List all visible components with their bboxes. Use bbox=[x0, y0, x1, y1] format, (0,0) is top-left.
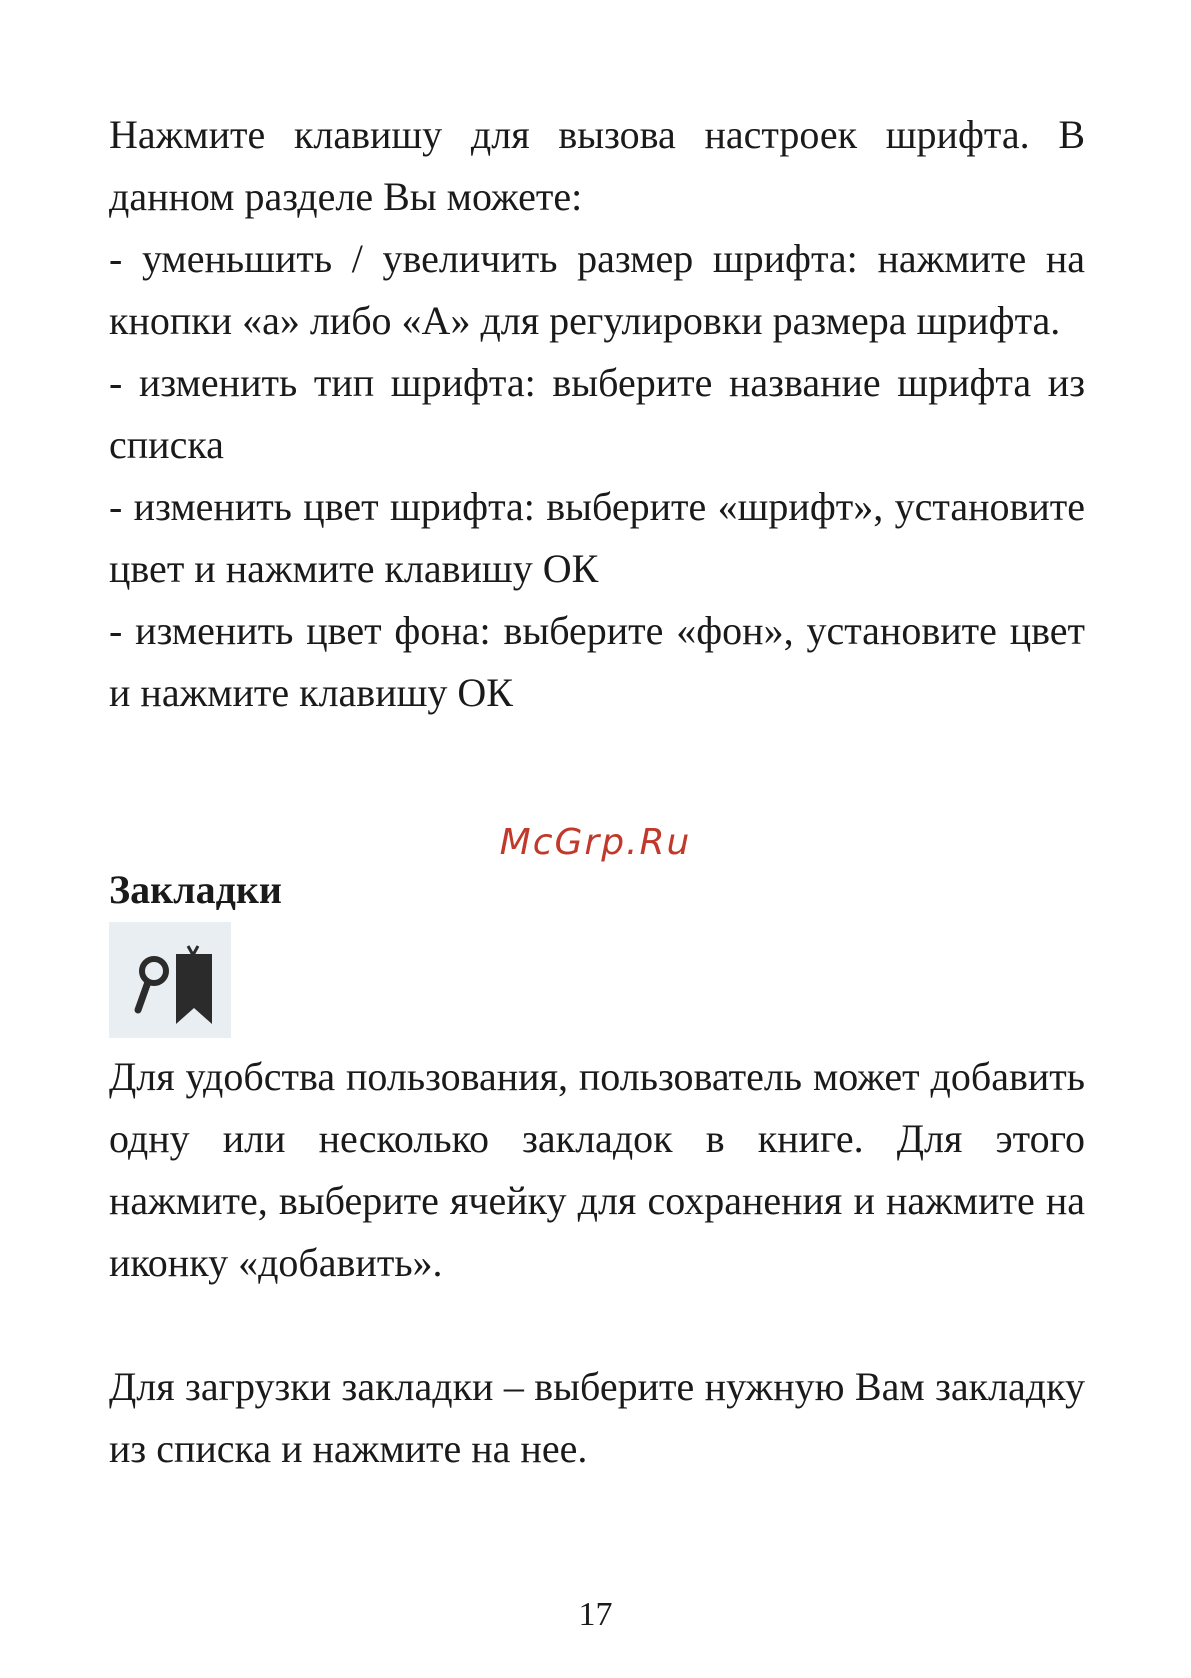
bookmarks-text bbox=[109, 1046, 1085, 1480]
font-settings-section bbox=[109, 104, 1085, 724]
bookmarks-heading: Закладки bbox=[109, 867, 282, 912]
font-type-item: - изменить тип шрифта: выберите название шрифта из списка bbox=[109, 360, 1085, 467]
watermark: McGrp.Ru bbox=[499, 822, 692, 863]
font-color-item: - изменить цвет шрифта: выберите «шрифт», установите цвет и нажмите клавишу ОК bbox=[109, 484, 1085, 591]
font-size-item: - уменьшить / увеличить размер шрифта: нажмите на кнопки «а» либо «А» для регулировки размера шрифта. bbox=[109, 236, 1085, 343]
page-number: 17 bbox=[578, 1596, 613, 1633]
intro-paragraph: Нажмите клавишу для вызова настроек шрифта. В данном разделе Вы можете: bbox=[109, 112, 1085, 219]
search-bookmark-icon bbox=[109, 922, 231, 1038]
bookmarks-add-paragraph: Для удобства пользования, пользователь может добавить одну или несколько закладок в книге. Для этого нажмите, выберите ячейку для сохранения и нажмите на иконку «добавить». bbox=[109, 1054, 1085, 1285]
background-color-item: - изменить цвет фона: выберите «фон», установите цвет и нажмите клавишу ОК bbox=[109, 608, 1085, 715]
bookmarks-load-paragraph: Для загрузки закладки – выберите нужную Вам закладку из списка и нажмите на нее. bbox=[109, 1364, 1085, 1471]
